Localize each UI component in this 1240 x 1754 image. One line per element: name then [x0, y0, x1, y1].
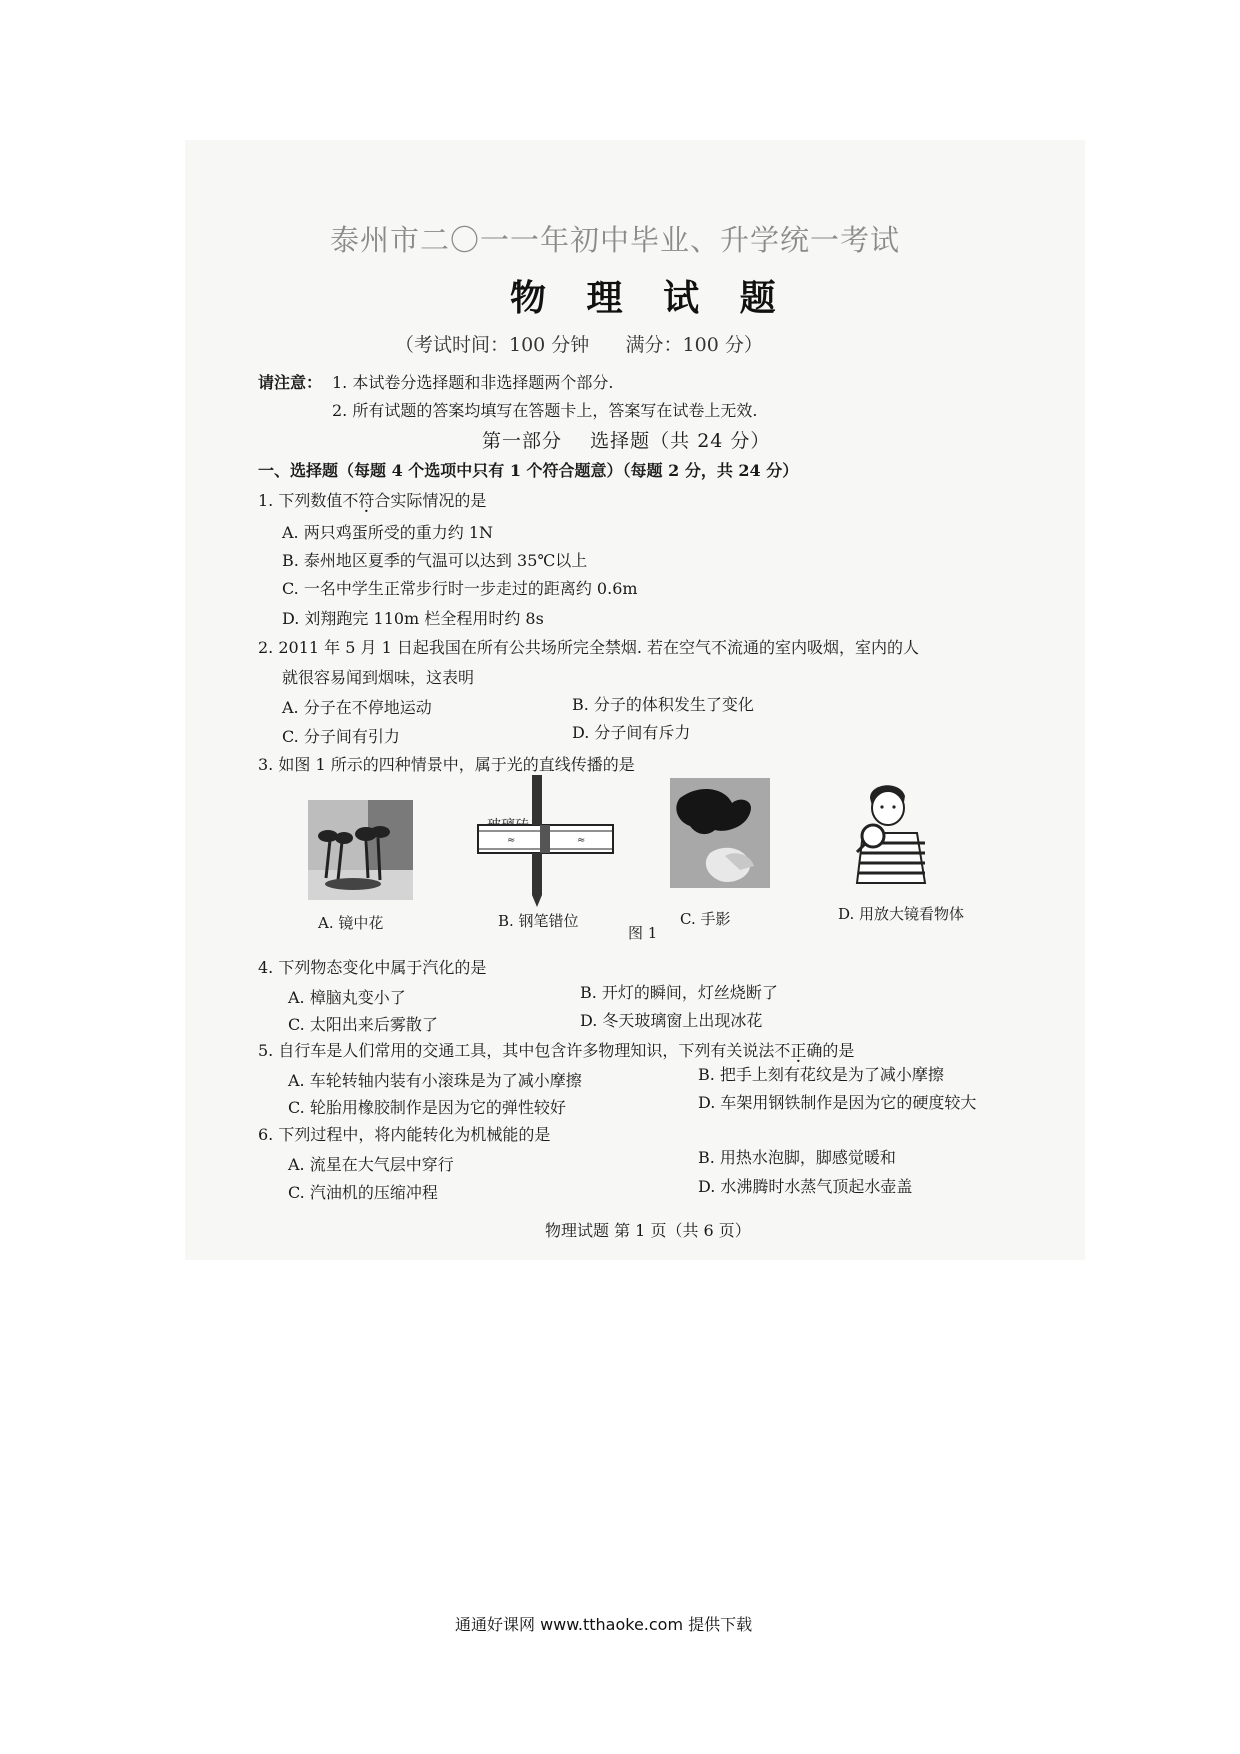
magnifier-boy-image: [845, 778, 940, 893]
svg-text:≈: ≈: [577, 835, 586, 846]
page-number-footer: 物理试题 第 1 页（共 6 页）: [545, 1221, 751, 1240]
question-4-option-d: D. 冬天玻璃窗上出现冰花: [580, 1011, 763, 1030]
subject-title: 物 理 试 题: [510, 277, 790, 319]
figure-label-a: A. 镜中花: [318, 914, 384, 932]
question-6-stem: 6. 下列过程中，将内能转化为机械能的是: [258, 1125, 551, 1144]
question-5-option-b: B. 把手上刻有花纹是为了减小摩擦: [698, 1065, 944, 1084]
question-6-option-a: A. 流星在大气层中穿行: [288, 1155, 454, 1174]
question-1-option-c: C. 一名中学生正常步行时一步走过的距离约 0.6m: [282, 579, 638, 598]
question-2-option-a: A. 分子在不停地运动: [282, 698, 432, 717]
question-5-option-a: A. 车轮转轴内装有小滚珠是为了减小摩擦: [288, 1071, 582, 1090]
question-1-option-a: A. 两只鸡蛋所受的重力约 1N: [282, 523, 493, 542]
question-5-option-c: C. 轮胎用橡胶制作是因为它的弹性较好: [288, 1098, 566, 1117]
question-4-option-c: C. 太阳出来后雾散了: [288, 1015, 438, 1034]
question-2-option-d: D. 分子间有斥力: [572, 723, 691, 742]
section-heading: 一、选择题（每题 4 个选项中只有 1 个符合题意）（每题 2 分，共 24 分）: [258, 461, 799, 480]
question-2-stem: 2. 2011 年 5 月 1 日起我国在所有公共场所完全禁烟. 若在空气不流通的室内吸烟，室内的人: [258, 638, 920, 657]
exam-info: （考试时间：100 分钟 满分：100 分）: [395, 334, 763, 356]
figure-label-d: D. 用放大镜看物体: [838, 905, 965, 923]
pen-glass-image: [472, 775, 622, 910]
question-4-stem: 4. 下列物态变化中属于汽化的是: [258, 958, 487, 977]
question-3-stem: 3. 如图 1 所示的四种情景中，属于光的直线传播的是: [258, 755, 635, 774]
question-1-option-d: D. 刘翔跑完 110m 栏全程用时约 8s: [282, 609, 544, 628]
note-item: 2. 所有试题的答案均填写在答题卡上，答案写在试卷上无效.: [332, 401, 758, 420]
figure-caption: 图 1: [628, 924, 658, 942]
question-6-option-d: D. 水沸腾时水蒸气顶起水壶盖: [698, 1177, 913, 1196]
figure-label-c: C. 手影: [680, 910, 731, 928]
emphasis-text: 不正确: [774, 1041, 823, 1060]
mirror-flower-image: [308, 800, 413, 900]
question-4-option-b: B. 开灯的瞬间，灯丝烧断了: [580, 983, 778, 1002]
hand-shadow-image: [670, 778, 770, 888]
question-2-option-c: C. 分子间有引力: [282, 727, 400, 746]
notes-label: 请注意：: [258, 373, 323, 392]
part-title: 第一部分 选择题（共 24 分）: [482, 430, 771, 452]
svg-text:≈: ≈: [507, 835, 516, 846]
exam-title: 泰州市二〇一一年初中毕业、升学统一考试: [330, 223, 901, 257]
question-4-option-a: A. 樟脑丸变小了: [288, 988, 406, 1007]
emphasis-text: 不符合: [342, 491, 391, 510]
question-1-option-b: B. 泰州地区夏季的气温可以达到 35℃以上: [282, 551, 588, 570]
figure-label-b: B. 钢笔错位: [498, 912, 579, 930]
question-6-option-b: B. 用热水泡脚，脚感觉暖和: [698, 1148, 896, 1167]
question-2-option-b: B. 分子的体积发生了变化: [572, 695, 754, 714]
question-5-stem: 5. 自行车是人们常用的交通工具，其中包含许多物理知识，下列有关说法不正确的是: [258, 1041, 855, 1060]
question-1-stem: 1. 下列数值不符合实际情况的是: [258, 491, 487, 510]
note-item: 1. 本试卷分选择题和非选择题两个部分.: [332, 373, 614, 392]
question-6-option-c: C. 汽油机的压缩冲程: [288, 1183, 438, 1202]
question-5-option-d: D. 车架用钢铁制作是因为它的硬度较大: [698, 1093, 977, 1112]
download-source-footer: 通通好课网 www.tthaoke.com 提供下载: [455, 1615, 753, 1634]
question-2-stem-cont: 就很容易闻到烟味，这表明: [282, 668, 475, 687]
